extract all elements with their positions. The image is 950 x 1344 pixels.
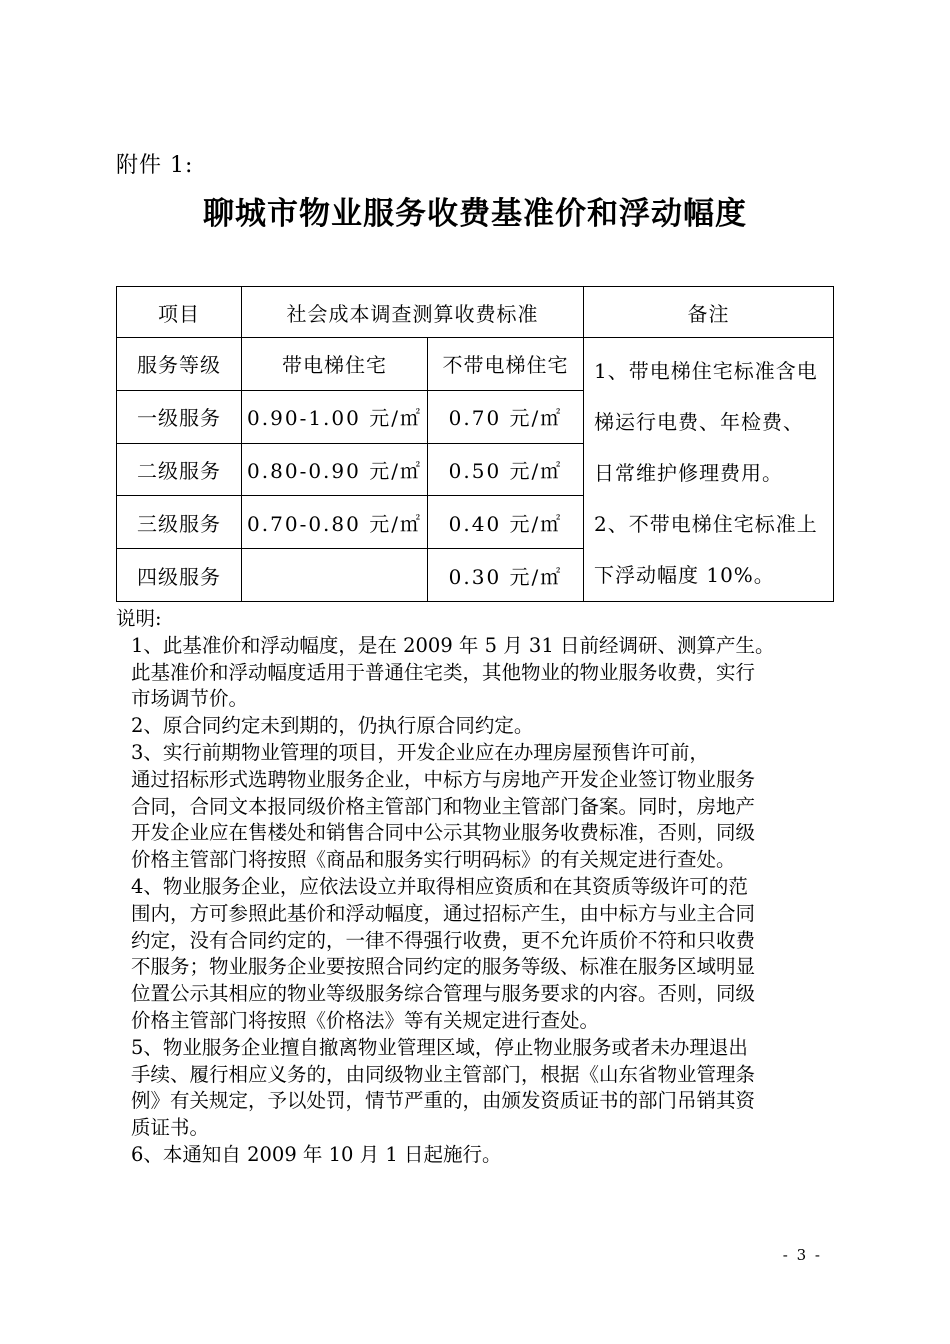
fee-table [116,286,834,602]
note-line: 手续、履行相应义务的，由同级物业主管部门，根据《山东省物业管理条 [131,1062,756,1086]
without-elevator-cell: 0.70 元/㎡ [428,390,584,443]
page-number: - 3 - [782,1246,822,1264]
note-line: 合同，合同文本报同级价格主管部门和物业主管部门备案。同时，房地产 [131,794,756,818]
note-line: 通过招标形式选聘物业服务企业，中标方与房地产开发企业签订物业服务 [131,767,756,791]
header-standard: 社会成本调查测算收费标准 [242,287,584,338]
note-line: 开发企业应在售楼处和销售合同中公示其物业服务收费标准，否则，同级 [131,821,756,845]
remark-line: 2、不带电梯住宅标准上 [594,512,818,536]
note-line: 约定，没有合同约定的，一律不得强行收费，更不允许质价不符和只收费 [131,928,756,952]
notes-heading: 说明: [116,607,162,630]
with-elevator-cell: 0.70-0.80 元/㎡ [242,496,428,549]
note-line: 5、物业服务企业擅自撤离物业管理区域，停止物业服务或者未办理退出 [131,1035,748,1059]
subheader-without-elevator: 不带电梯住宅 [428,338,584,391]
note-line: 价格主管部门将按照《商品和服务实行明码标》的有关规定进行查处。 [131,848,736,872]
without-elevator-cell: 0.50 元/㎡ [428,443,584,496]
remark-line: 1、带电梯住宅标准含电 [594,359,818,383]
header-remark: 备注 [584,287,834,338]
level-cell: 一级服务 [117,390,242,443]
note-line: 位置公示其相应的物业等级服务综合管理与服务要求的内容。否则，同级 [131,982,756,1006]
table-subheader-row [117,338,834,391]
level-cell: 二级服务 [117,443,242,496]
note-line: 6、本通知自 2009 年 10 月 1 日起施行。 [131,1142,502,1166]
remark-cell [584,338,834,602]
note-line: 不服务；物业服务企业要按照合同约定的服务等级、标准在服务区域明显 [131,955,756,979]
level-cell: 四级服务 [117,549,242,602]
without-elevator-cell: 0.30 元/㎡ [428,549,584,602]
remark-line: 梯运行电费、年检费、 [594,410,804,434]
note-line: 4、物业服务企业，应依法设立并取得相应资质和在其资质等级许可的范 [131,874,748,898]
note-line: 1、此基准价和浮动幅度，是在 2009 年 5 月 31 日前经调研、测算产生。 [131,633,775,657]
attachment-label: 附件 1: [116,153,194,178]
with-elevator-cell [242,549,428,602]
with-elevator-cell: 0.90-1.00 元/㎡ [242,390,428,443]
note-line: 价格主管部门将按照《价格法》等有关规定进行查处。 [131,1008,600,1032]
note-line: 例》有关规定，予以处罚，情节严重的，由颁发资质证书的部门吊销其资 [131,1089,756,1113]
notes-section [116,606,846,1169]
note-line: 此基准价和浮动幅度适用于普通住宅类，其他物业的物业服务收费，实行 [131,660,756,684]
note-line: 质证书。 [131,1116,210,1140]
note-line: 市场调节价。 [131,687,249,711]
table-header-row [117,287,834,338]
subheader-with-elevator: 带电梯住宅 [242,338,428,391]
header-item: 项目 [117,287,242,338]
remark-line: 下浮动幅度 10%。 [594,563,775,587]
remark-line: 日常维护修理费用。 [594,461,783,485]
without-elevator-cell: 0.40 元/㎡ [428,496,584,549]
level-cell: 三级服务 [117,496,242,549]
note-line: 3、实行前期物业管理的项目，开发企业应在办理房屋预售许可前， [131,740,709,764]
with-elevator-cell: 0.80-0.90 元/㎡ [242,443,428,496]
note-line: 2、原合同约定未到期的，仍执行原合同约定。 [131,714,534,738]
document-title: 聊城市物业服务收费基准价和浮动幅度 [203,196,747,232]
note-line: 围内，方可参照此基价和浮动幅度，通过招标产生，由中标方与业主合同 [131,901,756,925]
subheader-level: 服务等级 [117,338,242,391]
